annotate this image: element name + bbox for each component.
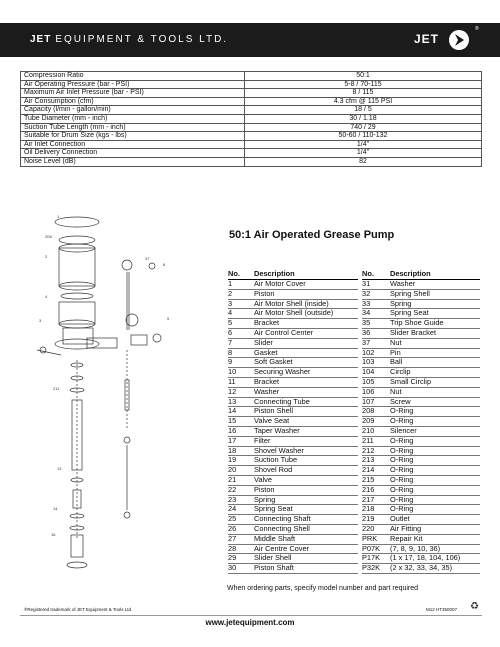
svg-text:6: 6 [163,262,166,267]
part-number: 27 [228,534,254,544]
part-description: O-Ring [390,485,480,495]
part-description: Small Circlip [390,377,480,387]
part-number: 34 [362,309,390,319]
part-number: 11 [228,377,254,387]
spec-table [20,71,482,167]
part-description: Air Control Center [254,328,358,338]
part-row [228,436,358,446]
part-row [228,524,358,534]
svg-text:13: 13 [57,466,62,471]
part-description: Screw [390,397,480,407]
part-row [228,564,358,574]
part-row [362,505,480,515]
spec-label: Compression Ratio [21,72,245,81]
part-row [228,387,358,397]
spec-label: Air Inlet Connection [21,140,245,149]
part-description: Valve Seat [254,417,358,427]
spec-label: Suction Tube Length (mm - inch) [21,123,245,132]
part-description: Air Motor Shell (outside) [254,309,358,319]
part-description: Bracket [254,377,358,387]
part-number: 2 [228,289,254,299]
part-description: O-Ring [390,407,480,417]
part-number: 6 [228,328,254,338]
spec-row [21,72,482,81]
part-number: 25 [228,515,254,525]
part-number: 29 [228,554,254,564]
part-row [228,417,358,427]
part-description: Circlip [390,368,480,378]
part-description: Slider Bracket [390,328,480,338]
part-row [362,495,480,505]
part-description: Valve [254,475,358,485]
spec-label: Air Consumption (cfm) [21,97,245,106]
part-number: 215 [362,475,390,485]
svg-text:5: 5 [167,316,170,321]
part-description: Middle Shaft [254,534,358,544]
part-row [362,407,480,417]
part-description: (2 x 32, 33, 34, 35) [390,564,480,574]
part-row [228,368,358,378]
part-number: 214 [362,466,390,476]
part-number: 102 [362,348,390,358]
svg-text:14: 14 [53,506,58,511]
ordering-note: When ordering parts, specify model number and part required [227,585,419,592]
part-description: Air Centre Cover [254,544,358,554]
part-description: (1 x 17, 18, 104, 106) [390,554,480,564]
spec-row [21,97,482,106]
part-description: Ball [390,358,480,368]
header-bar [0,23,500,57]
part-row [228,338,358,348]
part-row [362,515,480,525]
part-description: Connecting Shell [254,524,358,534]
part-row [362,524,480,534]
part-row [362,368,480,378]
part-number: 36 [362,328,390,338]
part-description: Slider [254,338,358,348]
part-number: 18 [228,446,254,456]
part-number: 9 [228,358,254,368]
part-row [362,534,480,544]
svg-text:2: 2 [45,254,48,259]
part-number: 7 [228,338,254,348]
part-row [362,338,480,348]
spec-label: Noise Level (dB) [21,157,245,166]
part-row [362,319,480,329]
spec-label: Maximum Air Inlet Pressure (bar - PSI) [21,89,245,98]
part-row [228,515,358,525]
spec-row [21,114,482,123]
part-row [228,466,358,476]
company-name: JET EQUIPMENT & TOOLS LTD. [30,34,229,45]
col-no-header: No. [362,268,390,280]
part-description: Piston Shell [254,407,358,417]
part-number: 33 [362,299,390,309]
spec-value: 18 / 5 [245,106,482,115]
spec-value: 1/4" [245,140,482,149]
part-row [228,426,358,436]
part-number: 209 [362,417,390,427]
svg-text:211: 211 [53,386,60,391]
part-row [228,495,358,505]
part-number: 32 [362,289,390,299]
part-row [362,417,480,427]
parts-table-right [362,268,480,574]
part-number: 104 [362,368,390,378]
part-row [362,328,480,338]
part-description: O-Ring [390,505,480,515]
part-description: O-Ring [390,495,480,505]
part-row [228,407,358,417]
footer-divider [20,615,482,616]
part-number: 220 [362,524,390,534]
part-number: 31 [362,280,390,290]
part-number: P17K [362,554,390,564]
part-row [362,358,480,368]
part-description: Shovel Washer [254,446,358,456]
part-description: Spring Seat [390,309,480,319]
part-number: 106 [362,387,390,397]
part-row [362,436,480,446]
part-description: O-Ring [390,436,480,446]
part-row [362,348,480,358]
spec-value: 1/4" [245,149,482,158]
part-number: 219 [362,515,390,525]
part-number: 3 [228,299,254,309]
part-number: 210 [362,426,390,436]
part-number: 24 [228,505,254,515]
part-description: Outlet [390,515,480,525]
part-number: 107 [362,397,390,407]
parts-header-row [362,268,480,280]
part-row [228,319,358,329]
part-description: Air Fitting [390,524,480,534]
svg-text:1: 1 [57,214,60,219]
part-row [362,280,480,290]
part-row [362,456,480,466]
part-number: 26 [228,524,254,534]
svg-text:37: 37 [145,256,150,261]
part-description: Slider Shell [254,554,358,564]
part-description: (7, 8, 9, 10, 36) [390,544,480,554]
part-description: Trip Shoe Guide [390,319,480,329]
part-description: Pin [390,348,480,358]
part-row [228,348,358,358]
part-description: Piston [254,485,358,495]
part-number: 30 [228,564,254,574]
part-number: 217 [362,495,390,505]
part-description: Spring [390,299,480,309]
exploded-parts-diagram [27,210,217,580]
part-description: Air Motor Shell (inside) [254,299,358,309]
part-row [228,485,358,495]
part-row [362,289,480,299]
part-row [228,397,358,407]
part-number: 213 [362,456,390,466]
spec-label: Tube Diameter (mm - inch) [21,114,245,123]
part-description: Spring Seat [254,505,358,515]
spec-value: 5-8 / 70-115 [245,80,482,89]
spec-value: 30 / 1.18 [245,114,482,123]
part-number: 105 [362,377,390,387]
part-row [362,475,480,485]
jet-logo-text: JET [414,32,440,46]
part-row [228,280,358,290]
part-number: 212 [362,446,390,456]
part-row [362,446,480,456]
part-row [362,397,480,407]
svg-text:4: 4 [45,294,48,299]
part-description: Bracket [254,319,358,329]
spec-value: 50:1 [245,72,482,81]
parts-header-row [228,268,358,280]
spec-row [21,106,482,115]
part-description: Spring Shell [390,289,480,299]
part-description: Filter [254,436,358,446]
part-row [228,534,358,544]
part-number: 211 [362,436,390,446]
website-link[interactable]: www.jetequipment.com [205,618,295,627]
spec-label: Suitable for Drum Size (kgs - lbs) [21,132,245,141]
recycle-icon: ♻ [470,601,479,612]
part-row [362,377,480,387]
spec-label: Oil Delivery Connection [21,149,245,158]
part-number: 5 [228,319,254,329]
part-description: Securing Washer [254,368,358,378]
spec-value: 740 / 29 [245,123,482,132]
part-row [228,475,358,485]
part-row [362,387,480,397]
spec-label: Air Operating Pressure (bar - PSI) [21,80,245,89]
part-number: 1 [228,280,254,290]
spec-row [21,80,482,89]
page-title: 50:1 Air Operated Grease Pump [229,229,395,241]
registered-mark: ® [475,26,479,32]
part-description: Air Motor Cover [254,280,358,290]
part-number: 10 [228,368,254,378]
spec-row [21,123,482,132]
document-code: M12 HT350007 [426,607,458,612]
part-description: O-Ring [390,417,480,427]
part-number: 4 [228,309,254,319]
part-number: 13 [228,397,254,407]
part-description: Spring [254,495,358,505]
part-row [228,289,358,299]
part-description: Connecting Shaft [254,515,358,525]
col-desc-header: Description [254,268,358,280]
part-description: Piston [254,289,358,299]
part-number: 22 [228,485,254,495]
part-number: 15 [228,417,254,427]
spec-value: 4.3 cfm @ 115 PSI [245,97,482,106]
part-description: O-Ring [390,475,480,485]
part-row [228,377,358,387]
col-no-header: No. [228,268,254,280]
part-description: O-Ring [390,466,480,476]
part-description: Silencer [390,426,480,436]
svg-text:16: 16 [51,532,56,537]
part-description: O-Ring [390,446,480,456]
spec-value: 82 [245,157,482,166]
spec-value: 50-60 / 110-132 [245,132,482,141]
col-desc-header: Description [390,268,480,280]
part-number: 14 [228,407,254,417]
part-number: 37 [362,338,390,348]
part-description: Repair Kit [390,534,480,544]
part-row [362,466,480,476]
part-description: Washer [390,280,480,290]
part-number: 208 [362,407,390,417]
spec-value: 8 / 115 [245,89,482,98]
spec-row [21,149,482,158]
part-row [362,426,480,436]
part-description: Nut [390,338,480,348]
part-row [228,309,358,319]
part-number: P32K [362,564,390,574]
part-number: 21 [228,475,254,485]
part-description: Washer [254,387,358,397]
part-number: PRK [362,534,390,544]
part-description: Shovel Rod [254,466,358,476]
part-description: Gasket [254,348,358,358]
part-description: Nut [390,387,480,397]
trademark-notice: ®Registered trademark of JET Equipment & Tools Ltd. [24,607,133,612]
part-number: 20 [228,466,254,476]
jet-logo-icon [449,30,469,50]
part-row [228,544,358,554]
part-description: O-Ring [390,456,480,466]
part-description: Connecting Tube [254,397,358,407]
part-number: 218 [362,505,390,515]
spec-row [21,132,482,141]
part-number: 28 [228,544,254,554]
spec-row [21,157,482,166]
part-number: 12 [228,387,254,397]
part-number: 17 [228,436,254,446]
part-description: Taper Washer [254,426,358,436]
part-number: 8 [228,348,254,358]
svg-text:3: 3 [39,318,42,323]
part-row [362,564,480,574]
parts-table-left [228,268,358,574]
part-number: 16 [228,426,254,436]
spec-row [21,89,482,98]
part-number: 35 [362,319,390,329]
spec-row [21,140,482,149]
part-description: Suction Tube [254,456,358,466]
part-row [228,456,358,466]
part-number: 103 [362,358,390,368]
part-description: Piston Shaft [254,564,358,574]
part-number: 216 [362,485,390,495]
part-number: 23 [228,495,254,505]
part-number: P07K [362,544,390,554]
part-row [228,328,358,338]
part-description: Soft Gasket [254,358,358,368]
spec-label: Capacity (l/min - gallon/min) [21,106,245,115]
part-number: 19 [228,456,254,466]
svg-text:208: 208 [45,234,52,239]
part-row [362,485,480,495]
